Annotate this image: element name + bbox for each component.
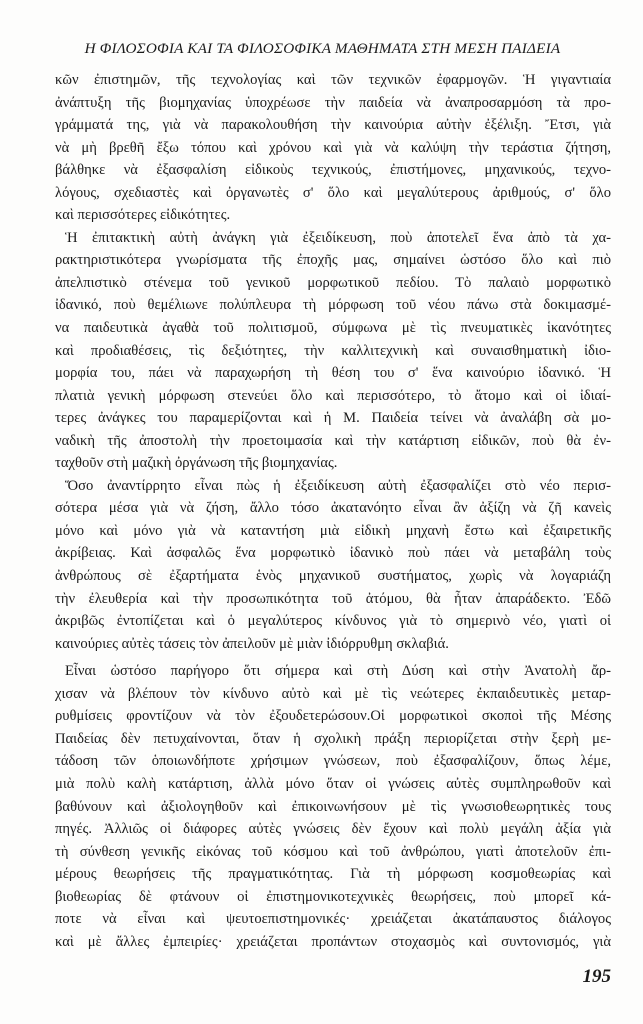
- text-line: να παιδευτικὰ ἀγαθὰ τοῦ πολιτισμοῦ, σύμφωνα μὲ τὶς πνευματικὲς ἱκανότητες: [55, 320, 611, 337]
- text-line: βάλθηκε νὰ ἐξασφαλίση εἰδικοὺς τεχνικούς, ἐπιστήμονες, μηχανικούς, τεχνο-: [55, 162, 611, 179]
- text-line: Ἡ ἐπιτακτικὴ αὐτὴ ἀνάγκη γιὰ ἐξειδίκευση, ποὺ ἀποτελεῖ ἕνα ἀπὸ τὰ χα-: [65, 229, 611, 246]
- text-line: νὰ μὴ βρεθῆ ἔξω τόπου καὶ χρόνου καὶ γιὰ νὰ καλύψη τὴν τεράστια ζήτηση,: [55, 139, 611, 156]
- text-line: τερες ἀνάγκες του παραμερίζονται καὶ ἡ Μ. Παιδεία τείνει νὰ ἀναλάβη σὰ μο-: [55, 410, 611, 427]
- text-line: ἰδανικό, ποὺ θεμέλιωνε πολύπλευρα τὴ μόρφωση τοῦ νέου πάνω στὰ δοκιμασμέ-: [55, 297, 611, 314]
- text-line: ἀκρίβειας. Καὶ ἀσφαλῶς ἕνα μορφωτικὸ ἰδανικὸ ποὺ πάει νὰ μεταβάλη τοὺς: [55, 545, 611, 562]
- paragraph: [55, 475, 611, 655]
- text-line: καινούριες αὐτὲς τάσεις τὸν ἀπειλοῦν μὲ μιὰν ἰδιόρρυθμη σκλαβιά.: [55, 635, 449, 652]
- text-line: κῶν ἐπιστημῶν, τῆς τεχνολογίας καὶ τῶν τεχνικῶν ἐφαρμογῶν. Ἡ γιγαντιαία: [55, 72, 611, 88]
- text-line: πλατιὰ γενικὴ μόρφωση στενεύει ὅλο καὶ περισσότερο, τὸ ἄτομο καὶ οἱ ἰδιαί-: [55, 387, 611, 404]
- text-line: ποτε νὰ εἶναι καὶ ψευτοεπιστημονικές· χρειάζεται ἀκατάπαυστος διάλογος: [55, 911, 611, 928]
- body-text: [55, 69, 611, 953]
- text-line: ἀνθρώπους σὲ ἐξαρτήματα ἑνὸς μηχανικοῦ συστήματος, χωρὶς νὰ λογαριάζη: [55, 568, 611, 585]
- text-line: καὶ προδιαθέσεις, τὶς δεξιότητες, τὴν καλλιτεχνικὴ καὶ συναισθηματικὴ ἰδιο-: [55, 342, 611, 359]
- text-line: Εἶναι ὡστόσο παρήγορο ὅτι σήμερα καὶ στὴ Δύση καὶ στὴν Ἀνατολὴ ἄρ-: [65, 663, 611, 680]
- text-line: Παιδείας δὲν πετυχαίνονται, ὅταν ἡ σχολικὴ πράξη περιορίζεται στὴν ξερὴ με-: [55, 730, 611, 747]
- text-line: καὶ μὲ ἄλλες ἐμπειρίες· χρειάζεται προπάντων στοχασμὸς καὶ συντονισμός, γιὰ: [55, 933, 611, 950]
- text-line: τάδοση τῶν ὁποιωνδήποτε χρήσιμων γνώσεων, ποὺ ἐξασφαλίζουν, ὅπως λέμε,: [55, 753, 611, 770]
- text-line: ρακτηριστικότερα γνωρίσματα τῆς ἐποχῆς μας, σημαίνει ὡστόσο ὅλο καὶ πιὸ: [55, 252, 611, 269]
- running-head: Η ΦΙΛΟΣΟΦΙΑ ΚΑΙ ΤΑ ΦΙΛΟΣΟΦΙΚΑ ΜΑΘΗΜΑΤΑ ΣΤΗ ΜΕΣΗ ΠΑΙΔΕΙΑ: [84, 40, 561, 57]
- text-line: μορφία του, πάει νὰ παραχωρήση τὴ θέση του σ' ἕνα καινούριο ἰδανικό. Ἡ: [55, 365, 611, 382]
- text-line: τὴν ἐλευθερία καὶ τὴν προσωπικότητα τοῦ ἀτόμου, θὰ ἦταν ἀπαράδεκτο. Ἐδῶ: [55, 590, 611, 607]
- page-number: 195: [582, 966, 611, 987]
- paragraph: [55, 660, 611, 953]
- text-line: μιὰ πολὺ καλὴ κατάρτιση, ἀλλὰ μόνο ὅταν οἱ γνώσεις αὐτὲς συμπληρωθοῦν καὶ: [55, 775, 611, 792]
- text-line: λόγους, σχεδιαστὲς καὶ ὀργανωτὲς σ' ὅλο καὶ μεγαλύτερους ἀριθμούς, σ' ὅλο: [55, 184, 611, 201]
- text-line: ἀκριβῶς ἐντοπίζεται καὶ ὁ μεγαλύτερος κίνδυνος γιὰ τὸ σημερινὸ νέο, γιατὶ οἱ: [55, 613, 611, 630]
- text-line: ρυθμίσεις φροντίζουν νὰ τὸν ἐξουδετερώσουν.Οἱ μορφωτικοὶ σκοποὶ τῆς Μέσης: [55, 708, 611, 725]
- text-line: ἀνάπτυξη τῆς βιομηχανίας ὑποχρέωσε τὴν παιδεία νὰ ἀναπροσαρμόση τὰ προ-: [55, 94, 611, 111]
- text-line: πηγές. Ἀλλιῶς οἱ διάφορες αὐτὲς γνώσεις δὲν ἔχουν καὶ πολὺ μεγάλη ἀξία γιὰ: [55, 821, 611, 838]
- text-line: μόνο καὶ μόνο γιὰ νὰ καταντήση μιὰ εἰδικὴ μηχανὴ ἔστω καὶ ἐξαιρετικῆς: [55, 522, 611, 539]
- paragraph: [55, 69, 611, 227]
- paragraph: [55, 227, 611, 475]
- text-line: τὴ σύνθεση γενικῆς εἰκόνας τοῦ κόσμου καὶ τοῦ ἀνθρώπου, γιατὶ ἀποτελοῦν ἐπι-: [55, 843, 611, 860]
- text-line: μέρους θεωρήσεις τῆς πραγματικότητας. Γιὰ τὴ μόρφωση κοσμοθεωρίας καὶ: [55, 866, 611, 883]
- text-line: βαθύνουν καὶ ἀξιολογηθοῦν καὶ ἐπικοινωνήσουν μὲ τὶς γνωσιοθεωρητικὲς τους: [55, 798, 611, 815]
- text-line: χισαν νὰ βλέπουν τὸν κίνδυνο αὐτὸ καὶ μὲ τὶς νεώτερες ἐκπαιδευτικὲς μεταρ-: [55, 685, 611, 702]
- text-line: γράμματά της, γιὰ νὰ παρακολουθήση τὴν καινούρια αὐτὴν ἐξέλιξη. Ἔτσι, γιὰ: [55, 117, 611, 134]
- text-line: Ὅσο ἀναντίρρητο εἶναι πὼς ἡ ἐξειδίκευση αὐτὴ ἐξασφαλίζει στὸ νέο περισ-: [65, 477, 611, 494]
- text-line: σότερα μέσα γιὰ νὰ ζήση, ἄλλο τόσο ἀκατανόητο εἶναι ἂν ἀξίζη νὰ ζῆ κανεὶς: [55, 500, 611, 517]
- text-line: ναδικὴ τῆς ἀποστολὴ τὴν προετοιμασία καὶ τὴν κατάρτιση εἰδικῶν, ποὺ θὰ ἐν-: [55, 432, 611, 449]
- text-line: ἀπελπιστικὸ στένεμα τοῦ γενικοῦ μορφωτικοῦ πεδίου. Τὸ παλαιὸ μορφωτικὸ: [55, 274, 611, 291]
- text-line: καὶ περισσότερες εἰδικότητες.: [55, 207, 231, 224]
- text-line: βιοθεωρίας δὲ φτάνουν οἱ ἐπιστημονικοτεχνικὲς θεωρήσεις, ποὺ μπορεῖ κά-: [55, 888, 611, 905]
- text-line: ταχθοῦν στὴ μαζικὴ ὀργάνωση τῆς βιομηχανίας.: [55, 455, 338, 472]
